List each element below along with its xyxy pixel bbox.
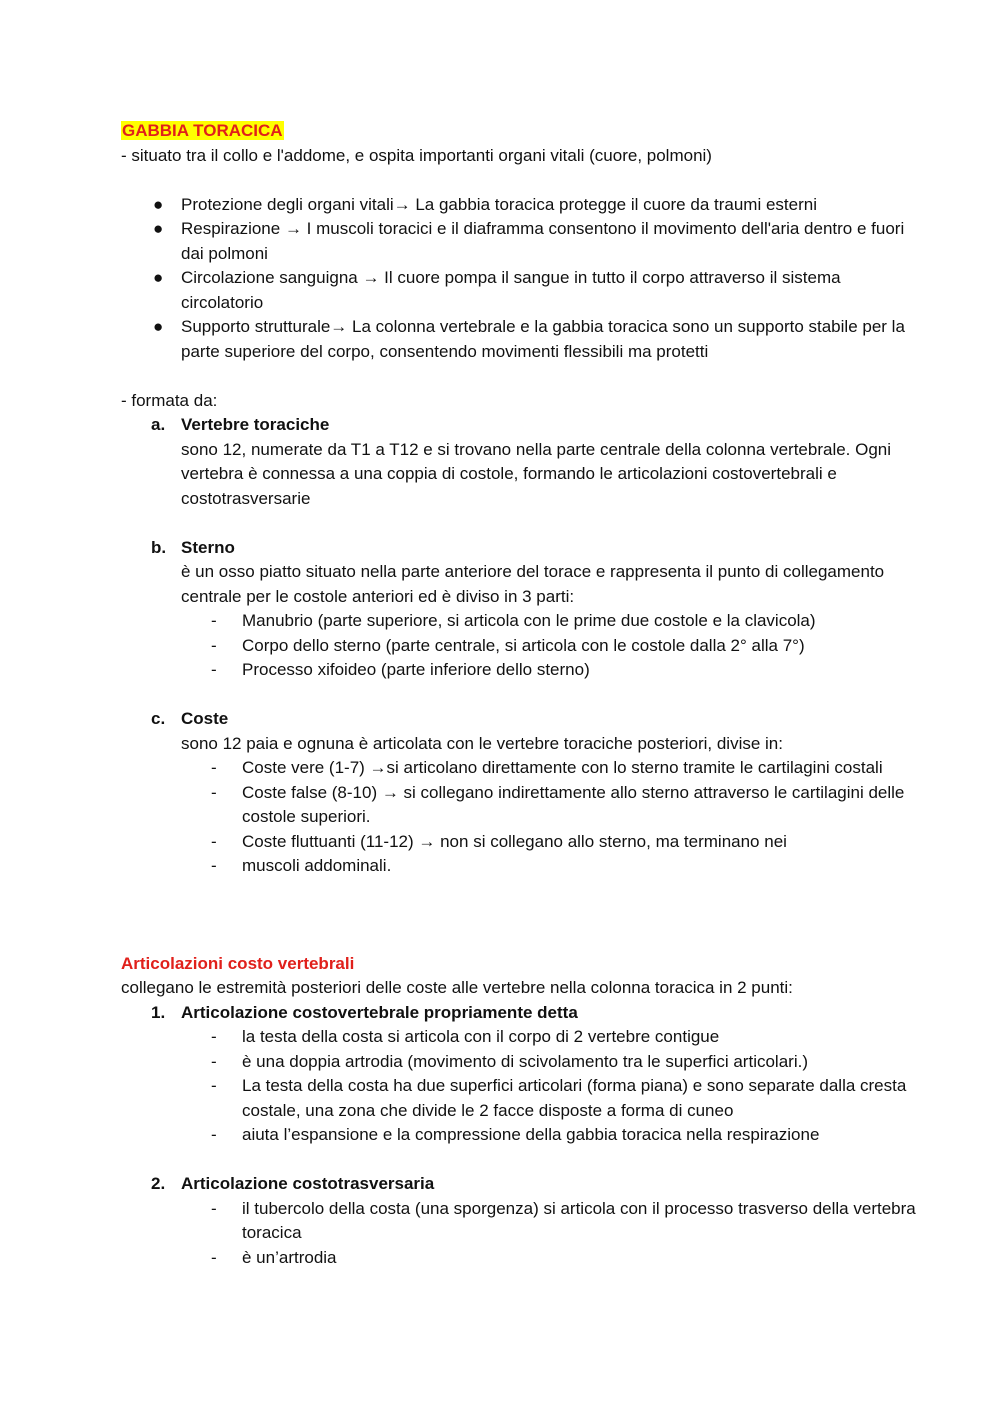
dash-marker: - — [211, 1125, 217, 1144]
bullet-dot-icon: ● — [153, 317, 164, 336]
sub-item-text: aiuta l’espansione e la compressione della gabbia toracica nella respirazione — [242, 1125, 820, 1144]
list-marker: 2. — [151, 1174, 166, 1193]
sub-item-text: il tubercolo della costa (una sporgenza) si articola con il processo trasverso della vertebra toracica — [242, 1198, 916, 1242]
list-marker: c. — [151, 709, 166, 728]
part-description: sono 12 paia e ognuna è articolata con le vertebre toraciche posteriori, divise in: — [181, 733, 783, 753]
sub-item-text: Coste vere (1-7) →si articolano direttamente con lo sterno tramite le cartilagini costali — [242, 758, 883, 777]
bullet-dot-icon: ● — [153, 219, 164, 238]
sub-item — [181, 1025, 921, 1050]
part-title: Sterno — [181, 537, 235, 557]
bullet-item — [121, 315, 921, 364]
function-bullet-list — [121, 193, 921, 365]
articulations-list — [121, 1001, 921, 1271]
bullet-text: Supporto strutturale→ La colonna vertebrale e la gabbia toracica sono un supporto stabile per la parte superiore del corpo, consentendo movimenti flessibili ma protetti — [181, 317, 905, 361]
part-item — [121, 707, 921, 879]
list-marker: a. — [151, 415, 166, 434]
part-description: è un osso piatto situato nella parte anteriore del torace e rappresenta il punto di collegamento centrale per le costole anteriori ed è diviso in 3 parti: — [181, 562, 885, 606]
list-marker: b. — [151, 537, 167, 557]
dash-marker: - — [211, 611, 217, 630]
sub-list — [181, 609, 921, 683]
dash-marker: - — [211, 856, 217, 875]
spacer — [181, 1148, 921, 1173]
sub-item-text: La testa della costa ha due superfici articolari (forma piana) e sono separate dalla cresta costale, una zona che divide le 2 facce disposte a forma di cuneo — [242, 1076, 907, 1120]
sub-item — [181, 1197, 921, 1246]
sub-item — [181, 781, 921, 830]
formed-by-label: - formata da: — [121, 390, 218, 410]
sub-item — [181, 634, 921, 659]
spacer — [121, 879, 921, 952]
dash-marker: - — [211, 1027, 217, 1046]
sub-item-text: Manubrio (parte superiore, si articola con le prime due costole e la clavicola) — [242, 611, 816, 630]
sub-item — [181, 609, 921, 634]
articulation-title: Articolazione costotrasversaria — [181, 1174, 435, 1193]
sub-item-text: la testa della costa si articola con il corpo di 2 vertebre contigue — [242, 1027, 720, 1046]
sub-item-text: Coste false (8-10) → si collegano indirettamente allo sterno attraverso le cartilagini delle costole superiori. — [242, 782, 905, 826]
document-page — [121, 119, 921, 1270]
sub-item-text: muscoli addominali. — [242, 856, 392, 875]
articulation-title: Articolazione costovertebrale propriamente detta — [181, 1002, 578, 1022]
spacer — [181, 511, 921, 536]
bullet-dot-icon: ● — [153, 268, 164, 287]
sub-item — [181, 830, 921, 855]
bullet-text: Respirazione → I muscoli toracici e il diaframma consentono il movimento dell'aria dentro e fuori dai polmoni — [181, 219, 905, 263]
spacer — [181, 683, 921, 708]
dash-marker: - — [211, 1198, 217, 1218]
part-title: Coste — [181, 709, 229, 728]
bullet-text: Circolazione sanguigna → Il cuore pompa il sangue in tutto il corpo attraverso il sistema circolatorio — [181, 268, 841, 312]
dash-marker: - — [211, 782, 217, 802]
sub-item-text: Corpo dello sterno (parte centrale, si articola con le costole dalla 2° alla 7°) — [242, 635, 805, 655]
list-marker: 1. — [151, 1002, 166, 1022]
sub-list — [181, 756, 921, 879]
bullet-text: Protezione degli organi vitali→ La gabbia toracica protegge il cuore da traumi esterni — [181, 194, 817, 214]
sub-list — [181, 1025, 921, 1148]
section-title: Articolazioni costo vertebrali — [121, 953, 355, 973]
spacer — [121, 364, 921, 389]
sub-item — [181, 1074, 921, 1123]
dash-marker: - — [211, 831, 217, 851]
sub-item — [181, 658, 921, 683]
parts-list — [121, 413, 921, 879]
sub-item-text: Coste fluttuanti (11-12) → non si collegano allo sterno, ma terminano nei — [242, 831, 787, 851]
sub-item-text: è un’artrodia — [242, 1247, 337, 1267]
bullet-item — [121, 217, 921, 266]
sub-item — [181, 854, 921, 879]
sub-item-text: Processo xifoideo (parte inferiore dello sterno) — [242, 660, 590, 679]
part-description: sono 12, numerate da T1 a T12 e si trovano nella parte centrale della colonna vertebrale. Ogni vertebra è connessa a una coppia di costole, formando le articolazioni costovertebrali e costotrasversarie — [181, 439, 892, 508]
dash-marker: - — [211, 660, 217, 679]
part-title: Vertebre toraciche — [181, 415, 330, 434]
bullet-item — [121, 266, 921, 315]
spacer — [121, 168, 921, 193]
bullet-item — [121, 193, 921, 218]
sub-item — [181, 1050, 921, 1075]
sub-item-text: è una doppia artrodia (movimento di scivolamento tra le superfici articolari.) — [242, 1051, 808, 1071]
section-title-highlight: GABBIA TORACICA — [122, 121, 283, 140]
articulation-item — [121, 1001, 921, 1173]
dash-marker: - — [211, 758, 217, 777]
sub-item — [181, 1123, 921, 1148]
dash-marker: - — [211, 635, 217, 655]
section-intro: - situato tra il collo e l'addome, e ospita importanti organi vitali (cuore, polmoni) — [121, 145, 712, 165]
sub-list — [181, 1197, 921, 1271]
sub-item — [181, 1246, 921, 1271]
dash-marker: - — [211, 1076, 217, 1095]
bullet-dot-icon: ● — [153, 194, 164, 214]
part-item — [121, 536, 921, 708]
sub-item — [181, 756, 921, 781]
section-intro: collegano le estremità posteriori delle coste alle vertebre nella colonna toracica in 2 punti: — [121, 978, 793, 997]
section-title — [121, 119, 921, 144]
dash-marker: - — [211, 1051, 217, 1071]
dash-marker: - — [211, 1247, 217, 1267]
articulation-item — [121, 1172, 921, 1270]
part-item — [121, 413, 921, 536]
